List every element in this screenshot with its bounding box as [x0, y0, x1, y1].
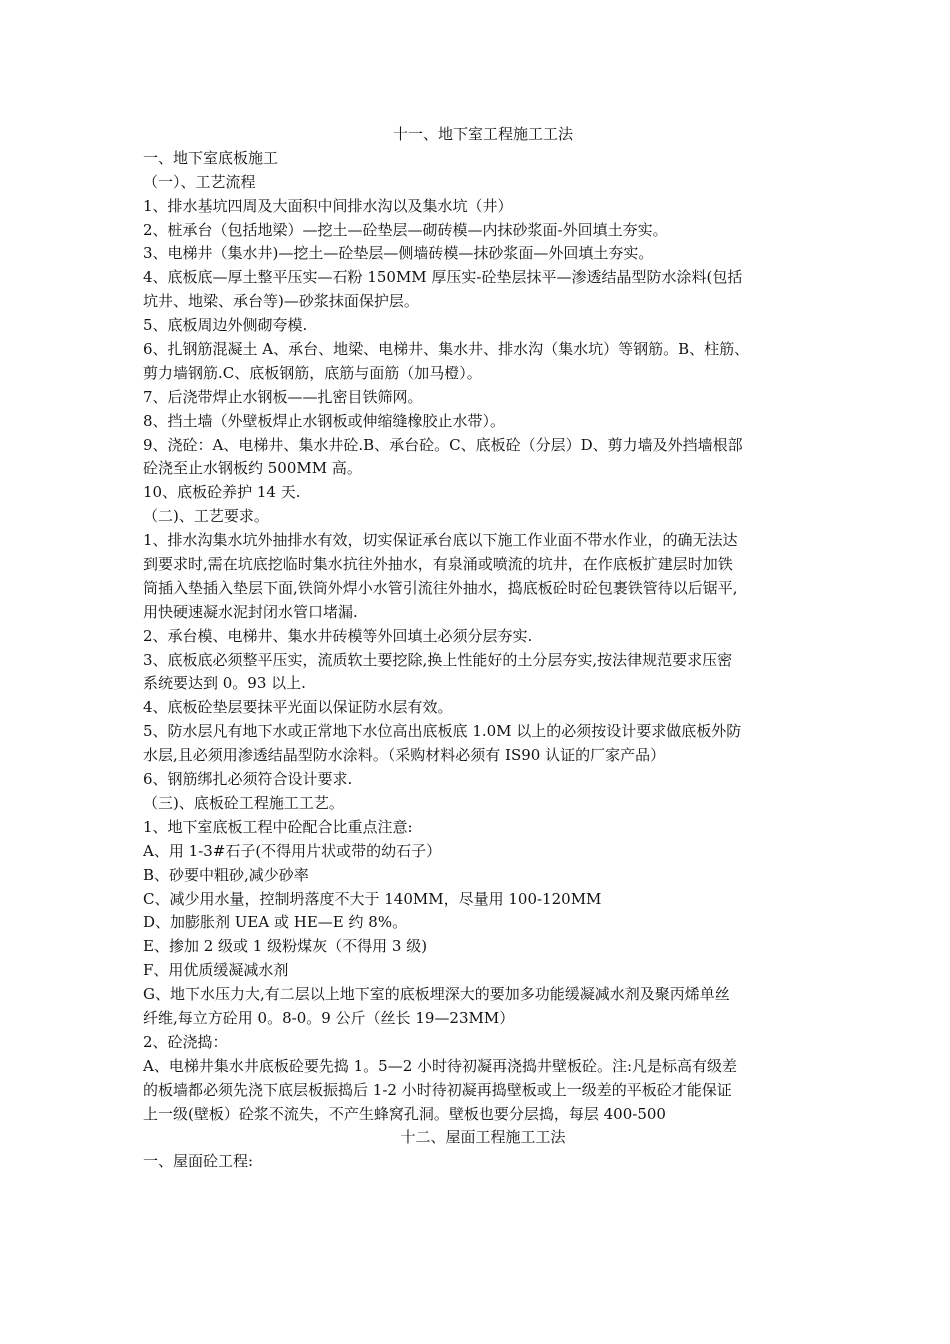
heading-basement-floor: 一、地下室底板施工: [143, 148, 279, 167]
paragraph-line: A、电梯井集水井底板砼要先捣 1。5—2 小时待初凝再浇捣井壁板砼。注:凡是标高有级差: [143, 1056, 738, 1075]
paragraph-line: 坑井、地梁、承台等)—砂浆抹面保护层。: [143, 292, 419, 311]
paragraph-line: 3、电梯井（集水井)—挖土—砼垫层—侧墙砖模—抹砂浆面—外回填土夯实。: [143, 244, 654, 263]
paragraph-line: 1、地下室底板工程中砼配合比重点注意:: [143, 817, 413, 836]
paragraph-line: 3、底板底必须整平压实，流质软土要挖除,换上性能好的土分层夯实,按法律规范要求压密: [143, 650, 733, 669]
paragraph-line: 6、钢筋绑扎必须符合设计要求.: [143, 770, 353, 789]
subheading-process-requirements: （二)、工艺要求。: [143, 507, 269, 526]
paragraph-line: A、用 1-3#石子(不得用片状或带的幼石子）: [143, 841, 442, 860]
paragraph-line: 上一级(壁板）砼浆不流失，不产生蜂窝孔洞。壁板也要分层捣，每层 400-500: [143, 1104, 666, 1123]
paragraph-line: G、地下水压力大,有二层以上地下室的底板埋深大的要加多功能缓凝减水剂及聚丙烯单丝: [143, 985, 730, 1004]
paragraph-line: 7、后浇带焊止水钢板——扎密目铁筛网。: [143, 387, 423, 406]
paragraph-line: 4、底板砼垫层要抹平光面以保证防水层有效。: [143, 698, 453, 717]
paragraph-line: 到要求时,需在坑底挖临时集水抗往外抽水，有泉涌或喷流的坑井，在作底板扩建层时加铁: [143, 555, 733, 574]
paragraph-line: 的板墙都必须先浇下底层板振捣后 1-2 小时待初凝再捣壁板或上一级差的平板砼才能保证: [143, 1080, 732, 1099]
paragraph-line: B、砂要中粗砂,减少砂率: [143, 865, 309, 884]
paragraph-line: 剪力墙钢筋.C、底板钢筋，底筋与面筋（加马橙）。: [143, 363, 482, 382]
paragraph-line: 5、防水层凡有地下水或正常地下水位高出底板底 1.0M 以上的必须按设计要求做底板外防: [143, 722, 742, 741]
paragraph-line: 6、扎钢筋混凝土 A、承台、地梁、电梯井、集水井、排水沟（集水坑）等钢筋。B、柱筋、: [143, 340, 750, 359]
heading-roof-concrete: 一、屋面砼工程:: [143, 1152, 254, 1171]
paragraph-line: 1、排水基坑四周及大面积中间排水沟以及集水坑（井）: [143, 196, 513, 215]
paragraph-line: 用快硬速凝水泥封闭水管口堵漏.: [143, 602, 358, 621]
paragraph-line: D、加膨胀剂 UEA 或 HE—E 约 8%。: [143, 913, 408, 932]
subheading-process-flow: （一）、工艺流程: [143, 172, 256, 191]
paragraph-line: 2、桩承台（包括地梁）—挖土—砼垫层—砌砖模—内抹砂浆面-外回填土夯实。: [143, 220, 668, 239]
paragraph-line: F、用优质缓凝减水剂: [143, 961, 289, 980]
paragraph-line: 2、承台模、电梯井、集水井砖模等外回填土必须分层夯实.: [143, 626, 533, 645]
paragraph-line: 系统要达到 0。93 以上.: [143, 674, 306, 693]
paragraph-line: 筒插入垫插入垫层下面,铁筒外焊小水管引流往外抽水，捣底板砼时砼包裹铁管待以后锯平,: [143, 578, 738, 597]
paragraph-line: 砼浇至止水钢板约 500MM 高。: [143, 459, 362, 478]
paragraph-line: 4、底板底—厚土整平压实—石粉 150MM 厚压实-砼垫层抹平—渗透结晶型防水涂料(包括: [143, 268, 743, 287]
section-title-11: 十一、地下室工程施工工法: [392, 125, 573, 143]
paragraph-line: 8、挡土墙（外壁板焊止水钢板或伸缩缝橡胶止水带）。: [143, 411, 506, 430]
paragraph-line: C、减少用水量，控制坍落度不大于 140MM，尽量用 100-120MM: [143, 889, 602, 908]
paragraph-line: 水层,且必须用渗透结晶型防水涂料。（采购材料必须有 IS90 认证的厂家产品）: [143, 746, 666, 765]
paragraph-line: 2、砼浇捣：: [143, 1032, 228, 1051]
section-title-12: 十二、屋面工程施工工法: [400, 1128, 566, 1147]
paragraph-line: 10、底板砼养护 14 天.: [143, 483, 301, 502]
paragraph-line: 1、排水沟集水坑外抽排水有效，切实保证承台底以下施工作业面不带水作业，的确无法达: [143, 531, 738, 550]
paragraph-line: 5、底板周边外侧砌夸模.: [143, 316, 308, 335]
paragraph-line: E、掺加 2 级或 1 级粉煤灰（不得用 3 级): [143, 937, 428, 956]
paragraph-line: 纤维,每立方砼用 0。8-0。9 公斤（丝长 19—23MM）: [143, 1008, 515, 1027]
document-body: [143, 123, 823, 1174]
subheading-slab-concrete: （三)、底板砼工程施工工艺。: [143, 793, 344, 812]
paragraph-line: 9、浇砼：A、电梯井、集水井砼.B、承台砼。C、底板砼（分层）D、剪力墙及外挡墙根部: [143, 435, 743, 454]
